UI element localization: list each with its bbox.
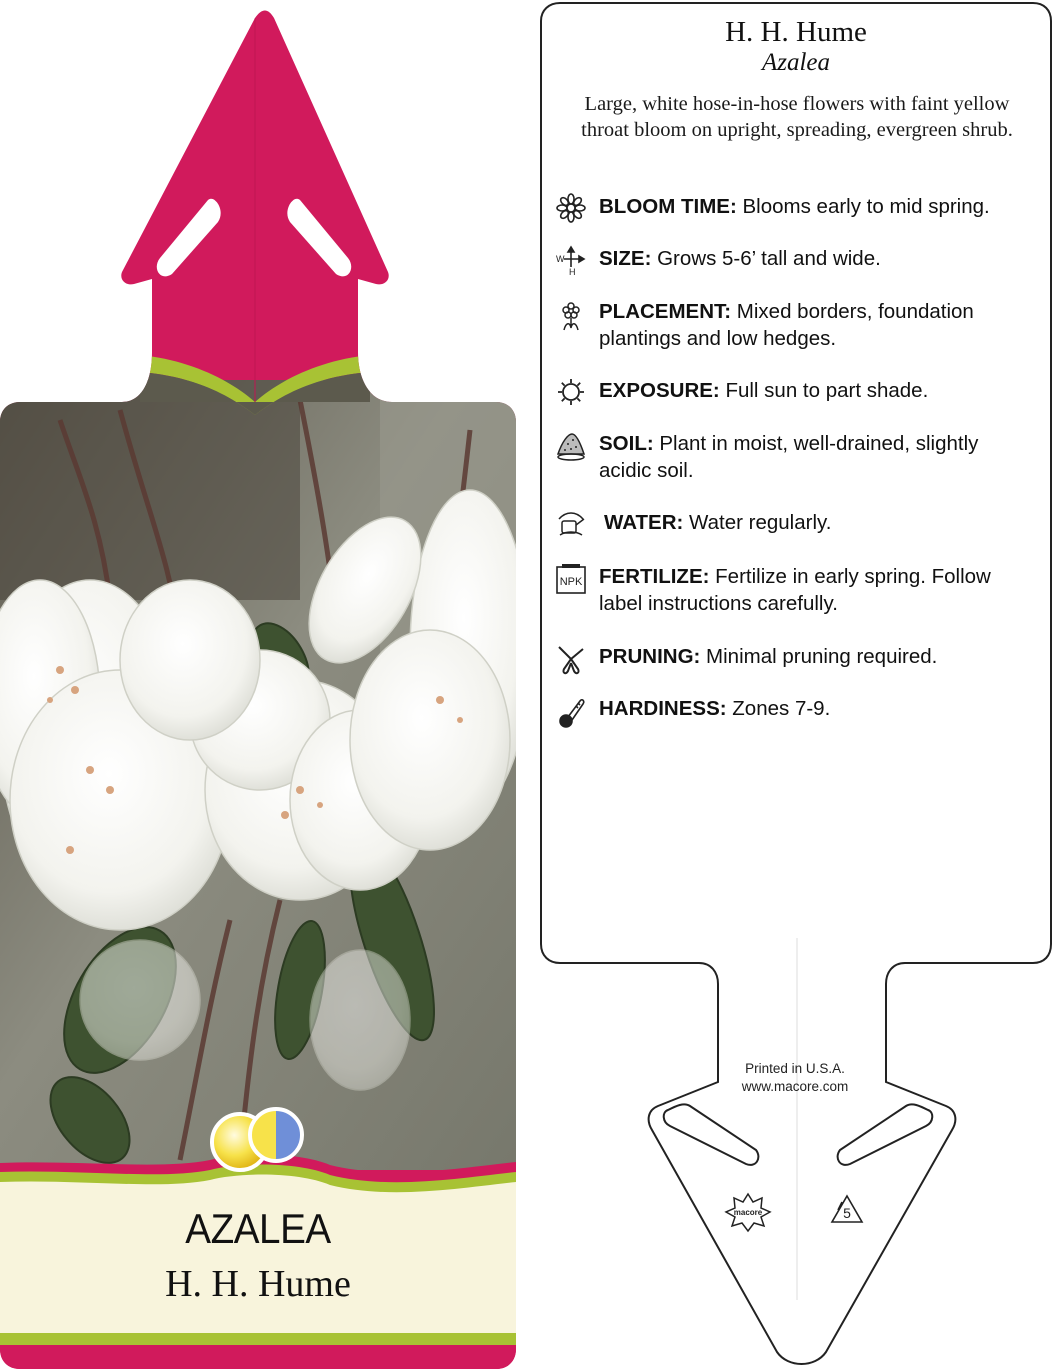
front-plant-title: AZALEA — [185, 1205, 331, 1252]
npk-fertilizer-icon — [556, 563, 586, 597]
care-detail: Plant in moist, well-drained, slightly acidic soil. — [599, 432, 979, 482]
care-heading: FERTILIZE: — [599, 565, 710, 588]
part-shade-icon — [250, 1109, 302, 1161]
front-cultivar-name: H. H. Hume — [165, 1263, 351, 1305]
care-heading: SOIL: — [599, 432, 654, 455]
care-detail: Mixed borders, foundation plantings and low hedges. — [599, 300, 974, 350]
care-detail: Water regularly. — [683, 511, 832, 534]
size-height-label: H — [569, 267, 576, 277]
care-heading: PLACEMENT: — [599, 300, 732, 323]
placement-plants-icon — [556, 298, 586, 332]
care-detail: Full sun to part shade. — [719, 379, 929, 402]
printed-in-text: Printed in U.S.A. — [745, 1061, 845, 1076]
care-detail: Zones 7-9. — [726, 697, 831, 720]
flower-photo — [0, 380, 530, 1178]
pruning-shears-icon — [556, 643, 586, 677]
care-heading: WATER: — [604, 511, 684, 534]
soil-mound-icon — [556, 430, 586, 464]
care-detail: Grows 5-6’ tall and wide. — [651, 247, 881, 270]
website-text: www.macore.com — [741, 1079, 849, 1094]
care-heading: BLOOM TIME: — [599, 195, 737, 218]
size-arrows-icon — [556, 245, 586, 279]
plant-description: Large, white hose-in-hose flowers with faint yellow throat bloom on upright, spreading, evergreen shrub. — [581, 93, 1013, 141]
care-detail: Minimal pruning required. — [700, 645, 938, 668]
care-detail: Blooms early to mid spring. — [736, 195, 990, 218]
care-heading: SIZE: — [599, 247, 652, 270]
recycle-code-number: 5 — [843, 1205, 851, 1221]
care-heading: PRUNING: — [599, 645, 701, 668]
care-detail: Fertilize in early spring. Follow label instructions carefully. — [599, 565, 991, 615]
care-heading: EXPOSURE: — [599, 379, 720, 402]
sun-icon — [556, 377, 586, 411]
flower-icon — [556, 193, 586, 227]
watering-can-icon — [556, 509, 586, 543]
back-cultivar-name: H. H. Hume — [725, 16, 867, 48]
care-heading: HARDINESS: — [599, 697, 727, 720]
npk-label: NPK — [559, 576, 583, 588]
back-species-name: Azalea — [761, 49, 831, 76]
macore-logo-text: macore — [733, 1208, 763, 1217]
size-width-label: W — [556, 254, 565, 264]
thermometer-icon — [556, 695, 586, 729]
